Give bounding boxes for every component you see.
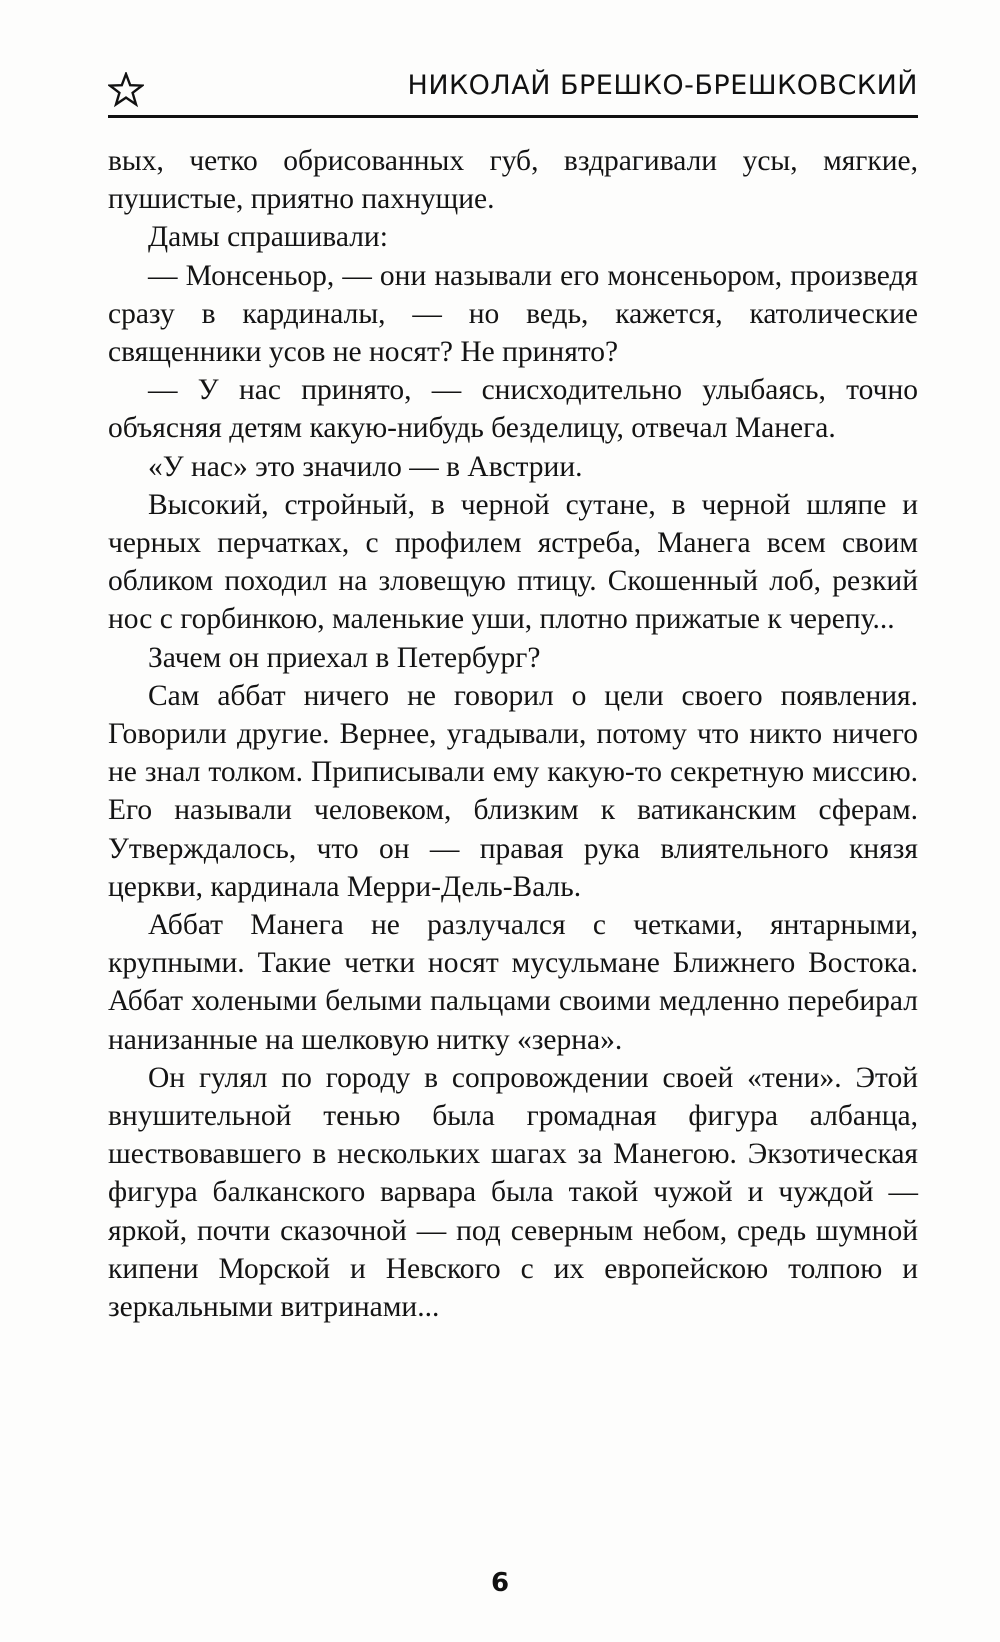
header-rule bbox=[108, 115, 918, 118]
paragraph: Сам аббат ничего не говорил о цели своего появления. Говорили другие. Вернее, угадывали, потому что никто ничего не знал толком. Приписывали ему какую-то секретную миссию. Его называли человеком, близким к ватиканским сферам. Утверждалось, что он — правая рука влиятельного князя церкви, кардинала Мерри-Дель-Валь. bbox=[108, 679, 918, 903]
paragraph: Дамы спрашивали: bbox=[148, 221, 388, 254]
paragraph: — У нас принято, — снисходительно улыбаясь, точно объясняя детям какую-нибудь безделицу, отвечал Манега. bbox=[108, 374, 918, 445]
paragraph: «У нас» это значило — в Австрии. bbox=[148, 450, 583, 483]
body-text bbox=[108, 142, 918, 1326]
paragraph: вых, четко обрисованных губ, вздрагивали усы, мягкие, пушистые, приятно пахнущие. bbox=[108, 145, 918, 216]
paragraph: — Монсеньор, — они называли его монсеньором, произведя сразу в кардиналы, — но ведь, кажется, католические священники усов не носят? Не принято? bbox=[108, 259, 918, 369]
page-header bbox=[108, 64, 918, 116]
star-outline-icon bbox=[108, 72, 144, 108]
running-head-author: НИКОЛАЙ БРЕШКО-БРЕШКОВСКИЙ bbox=[407, 70, 918, 101]
paragraph: Высокий, стройный, в черной сутане, в черной шляпе и черных перчатках, с профилем ястреба, Манега всем своим обликом походил на зловещую птицу. Скошенный лоб, резкий нос с горбинкою, маленькие уши, плотно прижатые к черепу... bbox=[108, 488, 918, 636]
paragraph: Зачем он приехал в Петербург? bbox=[148, 641, 541, 674]
page-number: 6 bbox=[490, 1568, 510, 1598]
paragraph: Он гулял по городу в сопровождении своей «тени». Этой внушительной тенью была громадная фигура албанца, шествовавшего в нескольких шагах за Манегою. Экзотическая фигура балканского варвара была такой чужой и чуждой — яркой, почти сказочной — под северным небом, средь шумной кипени Морской и Невского с их европейскою толпою и зеркальными витринами... bbox=[108, 1061, 918, 1324]
paragraph: Аббат Манега не разлучался с четками, янтарными, крупными. Такие четки носят мусульмане Ближнего Востока. Аббат холеными белыми пальцами своими медленно перебирал нанизанные на шелковую нитку «зерна». bbox=[108, 909, 918, 1056]
